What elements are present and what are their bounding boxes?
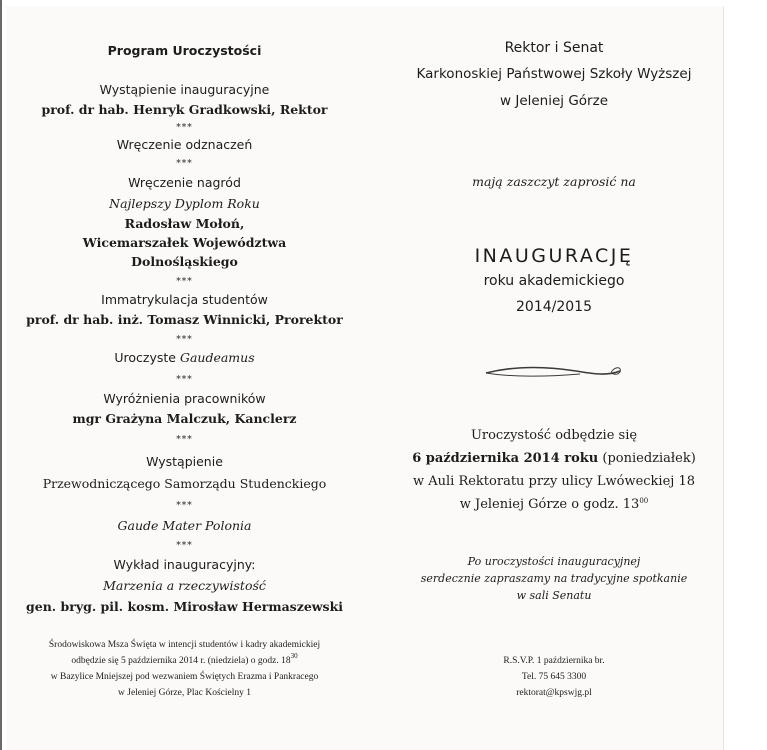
award-person: Radosław Mołoń, bbox=[124, 216, 245, 231]
event-time-minutes: 00 bbox=[639, 497, 649, 505]
invitation-column bbox=[388, 0, 720, 750]
ornament-flourish bbox=[484, 362, 624, 382]
staff-person: mgr Grażyna Malczuk, Kanclerz bbox=[72, 411, 297, 426]
rsvp-date: R.S.V.P. 1 października br. bbox=[503, 656, 605, 666]
rsvp-phone: Tel. 75 645 3300 bbox=[521, 672, 587, 682]
rsvp-email: rektorat@kpswjg.pl bbox=[516, 688, 592, 698]
separator: *** bbox=[176, 435, 193, 445]
invite-text: mają zaszczyt zaprosić na bbox=[472, 174, 636, 189]
separator: *** bbox=[176, 541, 193, 551]
program-column bbox=[6, 0, 363, 750]
gaudeamus-title: Gaudeamus bbox=[179, 350, 255, 365]
student-speech-person: Przewodniczącego Samorządu Studenckiego bbox=[42, 476, 327, 491]
decorations-item: Wręczenie odznaczeń bbox=[116, 137, 253, 152]
event-date: 6 października 2014 roku bbox=[412, 451, 599, 466]
matriculation-person: prof. dr hab. inż. Tomasz Winnicki, Prorektor bbox=[26, 312, 343, 327]
lecture-title: Marzenia a rzeczywistość bbox=[103, 578, 266, 593]
speech-label: Wystąpienie inauguracyjne bbox=[99, 82, 270, 97]
host-line-3: w Jeleniej Górze bbox=[500, 93, 608, 109]
academic-year-label: roku akademickiego bbox=[483, 273, 625, 289]
gaude-mater-item: Gaude Mater Polonia bbox=[117, 518, 252, 533]
staff-awards-item: Wyróżnienia pracowników bbox=[103, 391, 266, 406]
after-ceremony-line-3: w sali Senatu bbox=[516, 589, 592, 602]
separator: *** bbox=[176, 159, 193, 169]
lecture-person: gen. bryg. pil. kosm. Mirosław Hermaszewski bbox=[26, 599, 343, 614]
host-line-2: Karkonoskiej Państwowej Szkoły Wyższej bbox=[416, 66, 692, 82]
page-edge bbox=[0, 0, 2, 750]
matriculation-item: Immatrykulacja studentów bbox=[101, 292, 268, 307]
mass-date-text: odbędzie się 5 października 2014 r. (niedziela) o godz. 18 bbox=[71, 656, 291, 666]
separator: *** bbox=[176, 375, 193, 385]
award-person-region: Dolnośląskiego bbox=[131, 254, 238, 269]
inauguration-title: INAUGURACJĘ bbox=[474, 245, 634, 267]
academic-year: 2014/2015 bbox=[516, 299, 592, 315]
event-day: (poniedziałek) bbox=[598, 451, 696, 466]
event-place: w Auli Rektoratu przy ulicy Lwóweckiej 18 bbox=[412, 474, 695, 489]
mass-info-date bbox=[6, 652, 363, 666]
separator: *** bbox=[176, 277, 193, 287]
after-ceremony-line-2: serdecznie zapraszamy na tradycyjne spotkanie bbox=[420, 572, 688, 585]
gaudeamus-prefix: Uroczyste bbox=[114, 350, 176, 365]
event-intro: Uroczystość odbędzie się bbox=[470, 428, 638, 443]
mass-info-place: w Bazylice Mniejszej pod wezwaniem Świętych Erazma i Pankracego bbox=[50, 672, 319, 682]
mass-info-address: w Jeleniej Górze, Plac Kościelny 1 bbox=[118, 688, 251, 698]
separator: *** bbox=[176, 335, 193, 345]
speech-person: prof. dr hab. Henryk Gradkowski, Rektor bbox=[41, 102, 328, 117]
awards-item: Wręczenie nagród bbox=[128, 175, 241, 190]
gaudeamus-item bbox=[6, 350, 363, 365]
after-ceremony-line-1: Po uroczystości inauguracyjnej bbox=[467, 555, 641, 568]
event-time-text: w Jeleniej Górze o godz. 13 bbox=[459, 497, 640, 512]
lecture-label: Wykład inauguracyjny: bbox=[113, 557, 256, 572]
mass-time-minutes: 30 bbox=[290, 652, 298, 660]
host-line-1: Rektor i Senat bbox=[504, 40, 604, 56]
separator: *** bbox=[176, 501, 193, 511]
event-time bbox=[388, 497, 720, 512]
award-person-title: Wicemarszałek Województwa bbox=[82, 235, 287, 250]
mass-info-line: Środowiskowa Msza Święta w intencji studentów i kadry akademickiej bbox=[48, 640, 321, 650]
student-speech-label: Wystąpienie bbox=[146, 454, 223, 469]
event-date-line bbox=[388, 451, 720, 466]
separator: *** bbox=[176, 123, 193, 133]
program-title: Program Uroczystości bbox=[107, 43, 262, 58]
award-name: Najlepszy Dyplom Roku bbox=[109, 196, 260, 211]
